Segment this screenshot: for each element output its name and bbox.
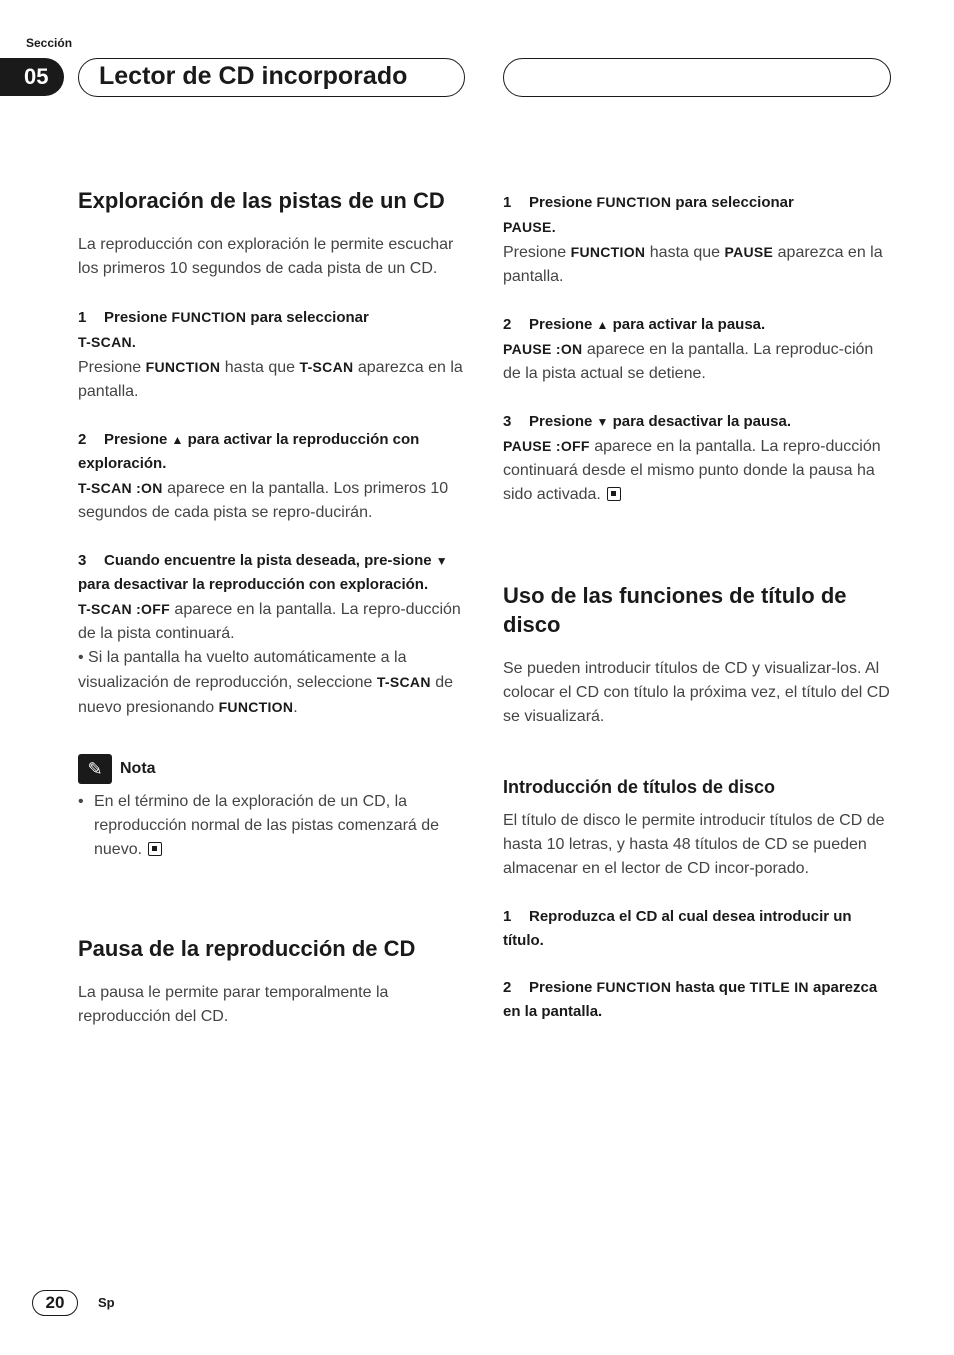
step-number: 1 <box>503 908 512 925</box>
body-text: de nuevo presionando <box>78 674 454 716</box>
header-empty-box <box>503 58 891 97</box>
scan-step-3-body <box>78 597 468 646</box>
display-tscan-off: T-SCAN :OFF <box>78 601 170 617</box>
body-text: aparece en la pantalla. La repro-ducción de la pista continuará. <box>78 601 461 642</box>
step-text: Reproduzca el CD al cual desea introducir un título. <box>503 908 852 949</box>
display-pause-on: PAUSE :ON <box>503 341 583 357</box>
step-number: 2 <box>503 316 512 333</box>
end-mark-icon <box>607 487 621 501</box>
up-triangle-icon: ▲ <box>171 433 184 447</box>
end-mark-icon <box>148 842 162 856</box>
step-number: 1 <box>78 309 87 326</box>
function-key: FUNCTION <box>145 359 221 375</box>
body-text: Presione <box>503 244 571 261</box>
step-text: Presione <box>529 413 597 430</box>
display-pause-off: PAUSE :OFF <box>503 438 590 454</box>
step-text: Presione <box>104 309 172 326</box>
function-key: FUNCTION <box>596 979 672 995</box>
pause-step-3 <box>503 410 893 434</box>
bullet: • <box>78 793 84 810</box>
bullet: • <box>78 649 84 666</box>
step-number: 3 <box>78 552 87 569</box>
note-label: Nota <box>120 760 156 777</box>
body-text: . <box>293 699 298 716</box>
scan-step-3-bullet <box>78 646 468 720</box>
right-column <box>503 190 893 1024</box>
step-text: para activar la pausa. <box>608 316 766 333</box>
pause-intro: La pausa le permite parar temporalmente la reproducción del CD. <box>78 984 389 1025</box>
pause-step-2-body <box>503 337 893 386</box>
section-number: 05 <box>24 64 49 89</box>
step-text: aparezca en la pantalla. <box>503 979 878 1020</box>
step-text: para desactivar la pausa. <box>608 413 792 430</box>
display-tscan-on: T-SCAN :ON <box>78 480 163 496</box>
step-text: Presione <box>104 431 172 448</box>
down-triangle-icon: ▼ <box>435 554 448 568</box>
scan-step-3 <box>78 549 468 597</box>
body-text: aparezca en la pantalla. <box>78 359 463 400</box>
section-label: Sección <box>26 36 73 50</box>
body-text: aparezca en la pantalla. <box>503 244 883 285</box>
heading-disc-title: Uso de las funciones de título de disco <box>503 583 847 637</box>
step-text: para activar la reproducción con exploración. <box>78 431 420 472</box>
pause-step-3-body <box>503 434 893 507</box>
title-step-1 <box>503 905 893 953</box>
language-code: Sp <box>98 1295 115 1310</box>
body-text: aparece en la pantalla. La reproduc-ción de la pista actual se detiene. <box>503 341 874 382</box>
display-pause: PAUSE <box>724 244 774 260</box>
step-number: 1 <box>503 194 512 211</box>
pause-step-2 <box>503 313 893 337</box>
section-title: Lector de CD incorporado <box>78 58 465 97</box>
scan-step-2 <box>78 428 468 476</box>
scan-step-1 <box>78 305 468 355</box>
body-text: aparece en la pantalla. La repro-ducción continuará desde el mismo punto donde la pausa ha sido activada. <box>503 438 881 503</box>
title-input-intro: El título de disco le permite introducir títulos de CD de hasta 10 letras, y hasta 48 títulos de CD se pueden almacenar en el lector de CD incor-porado. <box>503 812 885 877</box>
body-text: hasta que <box>220 359 300 376</box>
body-text: aparece en la pantalla. Los primeros 10 segundos de cada pista se repro-ducirán. <box>78 480 449 521</box>
step-number: 3 <box>503 413 512 430</box>
scan-intro: La reproducción con exploración le permite escuchar los primeros 10 segundos de cada pista de un CD. <box>78 236 454 277</box>
step-text: Presione <box>529 316 597 333</box>
function-key: FUNCTION <box>570 244 646 260</box>
step-text: para seleccionar <box>671 194 794 211</box>
note-item <box>78 790 468 862</box>
scan-step-2-body <box>78 476 468 525</box>
step-text: hasta que <box>671 979 750 996</box>
step-text: para desactivar la reproducción con exploración. <box>78 576 429 593</box>
pause-step-1 <box>503 190 893 240</box>
step-text: para seleccionar <box>246 309 369 326</box>
scan-step-1-body <box>78 355 468 404</box>
display-pause: PAUSE. <box>503 219 556 235</box>
pause-step-1-body <box>503 240 893 289</box>
up-triangle-icon: ▲ <box>596 318 609 332</box>
left-column <box>78 186 468 1029</box>
note-text: En el término de la exploración de un CD, la reproducción normal de las pistas comenzará de nuevo. <box>94 793 440 858</box>
page-number: 20 <box>32 1290 78 1316</box>
body-text: Presione <box>78 359 146 376</box>
display-title-in: TITLE IN <box>749 979 809 995</box>
heading-cd-pause: Pausa de la reproducción de CD <box>78 936 416 961</box>
display-tscan: T-SCAN. <box>78 334 137 350</box>
note-header <box>78 754 468 784</box>
function-key: FUNCTION <box>218 699 294 715</box>
step-text: Cuando encuentre la pista deseada, pre-sione <box>104 552 436 569</box>
down-triangle-icon: ▼ <box>596 415 609 429</box>
section-number-tab <box>0 58 64 96</box>
function-key: FUNCTION <box>596 194 672 210</box>
function-key: FUNCTION <box>171 309 247 325</box>
step-number: 2 <box>78 431 87 448</box>
disc-title-intro: Se pueden introducir títulos de CD y visualizar-los. Al colocar el CD con título la próxima vez, el título del CD se visualizará. <box>503 660 890 725</box>
heading-track-scan: Exploración de las pistas de un CD <box>78 188 445 213</box>
display-tscan: T-SCAN <box>299 359 354 375</box>
body-text: hasta que <box>645 244 725 261</box>
pencil-icon: ✎ <box>78 754 112 784</box>
step-text: Presione <box>529 979 597 996</box>
step-number: 2 <box>503 979 512 996</box>
display-tscan: T-SCAN <box>376 674 431 690</box>
step-text: Presione <box>529 194 597 211</box>
title-step-2 <box>503 975 893 1024</box>
body-text: Si la pantalla ha vuelto automáticamente a la visualización de reproducción, seleccione <box>78 649 407 691</box>
subheading-title-input: Introducción de títulos de disco <box>503 777 776 797</box>
